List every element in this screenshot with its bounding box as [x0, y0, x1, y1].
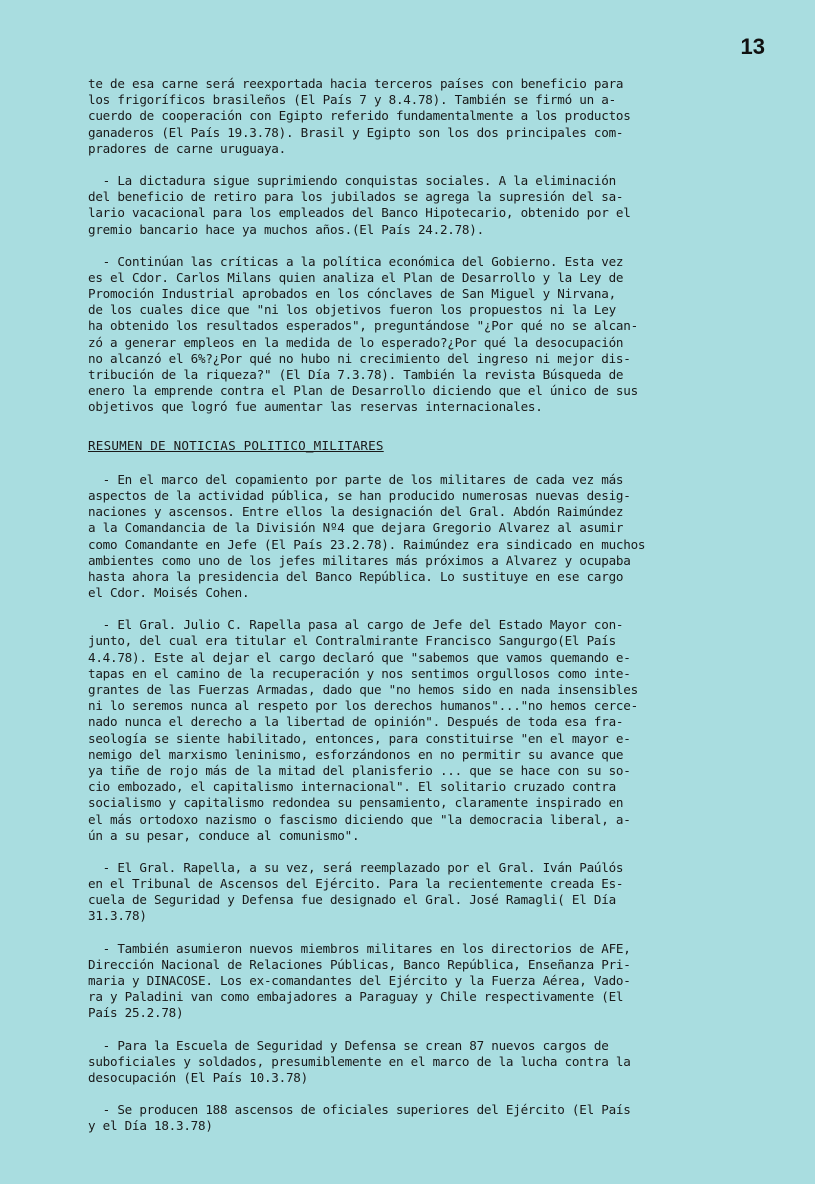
- text-line: lario vacacional para los empleados del Banco Hipotecario, obtenido por el: [88, 205, 631, 221]
- text-line: naciones y ascensos. Entre ellos la designación del Gral. Abdón Raimúndez: [88, 504, 624, 520]
- paragraph: [88, 617, 758, 844]
- text-line: como Comandante en Jefe (El País 23.2.78). Raimúndez era sindicado en muchos: [88, 536, 646, 552]
- text-line: - También asumieron nuevos miembros militares en los directorios de AFE,: [88, 940, 631, 956]
- paragraph: [88, 1038, 758, 1087]
- text-line: nemigo del marxismo leninismo, esforzándonos en no permitir su avance que: [88, 746, 624, 762]
- section-heading: RESUMEN DE NOTICIAS POLITICO_MILITARES: [88, 437, 384, 453]
- page-number: 13: [740, 34, 765, 59]
- text-line: de los cuales dice que "ni los objetivos fueron los propuestos ni la Ley: [88, 302, 616, 318]
- text-line: aspectos de la actividad pública, se han producido numerosas nuevas desig-: [88, 487, 631, 503]
- text-line: zó a generar empleos en la medida de lo esperado?¿Por qué la desocupación: [88, 334, 624, 350]
- text-line: - Continúan las críticas a la política económica del Gobierno. Esta vez: [88, 253, 624, 269]
- text-line: Promoción Industrial aprobados en los cónclaves de San Miguel y Nirvana,: [88, 286, 616, 302]
- text-line: los frigoríficos brasileños (El País 7 y 8.4.78). También se firmó un a-: [88, 92, 616, 108]
- text-line: nado nunca el derecho a la libertad de opinión". Después de toda esa fra-: [88, 714, 624, 730]
- text-line: ni lo seremos nunca al respeto por los derechos humanos"..."no hemos cerce-: [88, 698, 638, 714]
- text-line: cuerdo de cooperación con Egipto referido fundamentalmente a los productos: [88, 108, 631, 124]
- text-line: - El Gral. Julio C. Rapella pasa al cargo de Jefe del Estado Mayor con-: [88, 617, 624, 633]
- paragraph: [88, 472, 758, 602]
- text-line: ra y Paladini van como embajadores a Paraguay y Chile respectivamente (El: [88, 989, 624, 1005]
- paragraph: [88, 173, 758, 238]
- text-line: junto, del cual era titular el Contralmirante Francisco Sangurgo(El País: [88, 633, 616, 649]
- text-line: seología se siente habilitado, entonces, para constituirse "en el mayor e-: [88, 730, 631, 746]
- paragraph: [88, 254, 758, 416]
- text-line: - El Gral. Rapella, a su vez, será reemplazado por el Gral. Iván Paúlós: [88, 859, 624, 875]
- text-line: gremio bancario hace ya muchos años.(El País 24.2.78).: [88, 221, 484, 237]
- text-line: 4.4.78). Este al dejar el cargo declaró que "sabemos que vamos quemando e-: [88, 649, 631, 665]
- text-line: - En el marco del copamiento por parte de los militares de cada vez más: [88, 471, 624, 487]
- text-line: enero la emprende contra el Plan de Desarrollo diciendo que el único de sus: [88, 383, 638, 399]
- text-line: socialismo y capitalismo redondea su pensamiento, claramente inspirado en: [88, 795, 624, 811]
- text-line: objetivos que logró fue aumentar las reservas internacionales.: [88, 399, 543, 415]
- paragraph: [88, 1102, 758, 1134]
- text-line: es el Cdor. Carlos Milans quien analiza el Plan de Desarrollo y la Ley de: [88, 269, 624, 285]
- text-line: maria y DINACOSE. Los ex-comandantes del Ejército y la Fuerza Aérea, Vado-: [88, 973, 631, 988]
- text-line: - La dictadura sigue suprimiendo conquistas sociales. A la eliminación: [88, 172, 616, 188]
- text-line: a la Comandancia de la División Nº4 que dejara Gregorio Alvarez al asumir: [88, 520, 624, 536]
- text-line: del beneficio de retiro para los jubilados se agrega la supresión del sa-: [88, 189, 624, 205]
- text-line: desocupación (El País 10.3.78): [88, 1069, 308, 1085]
- text-line: ún a su pesar, conduce al comunismo".: [88, 827, 360, 843]
- text-line: grantes de las Fuerzas Armadas, dado que "no hemos sido en nada insensibles: [88, 682, 638, 697]
- text-line: pradores de carne uruguaya.: [88, 140, 286, 156]
- text-line: Dirección Nacional de Relaciones Públicas, Banco República, Enseñanza Pri-: [88, 956, 631, 972]
- text-line: ya tiñe de rojo más de la mitad del planisferio ... que se hace con su so-: [88, 762, 631, 778]
- text-line: cuela de Seguridad y Defensa fue designado el Gral. José Ramagli( El Día: [88, 892, 616, 908]
- document-body: [88, 76, 758, 1151]
- text-line: el más ortodoxo nazismo o fascismo diciendo que "la democracia liberal, a-: [88, 811, 631, 827]
- text-line: tapas en el camino de la recuperación y nos sentimos orgullosos como inte-: [88, 665, 631, 681]
- paragraph: [88, 941, 758, 1022]
- text-line: 31.3.78): [88, 908, 147, 924]
- text-line: y el Día 18.3.78): [88, 1118, 213, 1134]
- text-line: - Para la Escuela de Seguridad y Defensa se crean 87 nuevos cargos de: [88, 1037, 609, 1053]
- text-line: en el Tribunal de Ascensos del Ejército. Para la recientemente creada Es-: [88, 876, 624, 892]
- text-line: ambientes como uno de los jefes militares más próximos a Alvarez y ocupaba: [88, 552, 631, 568]
- text-line: ha obtenido los resultados esperados", preguntándose "¿Por qué no se alcan-: [88, 318, 638, 334]
- text-line: el Cdor. Moisés Cohen.: [88, 585, 250, 601]
- text-line: te de esa carne será reexportada hacia terceros países con beneficio para: [88, 76, 624, 91]
- text-line: no alcanzó el 6%?¿Por qué no hubo ni crecimiento del ingreso ni mejor dis-: [88, 350, 631, 366]
- text-line: tribución de la riqueza?" (El Día 7.3.78). También la revista Búsqueda de: [88, 367, 624, 382]
- text-line: ganaderos (El País 19.3.78). Brasil y Egipto son los dos principales com-: [88, 124, 624, 140]
- text-line: - Se producen 188 ascensos de oficiales superiores del Ejército (El País: [88, 1102, 631, 1118]
- paragraph: [88, 860, 758, 925]
- text-line: País 25.2.78): [88, 1005, 184, 1021]
- text-line: cio embozado, el capitalismo internacional". El solitario cruzado contra: [88, 779, 616, 795]
- text-line: suboficiales y soldados, presumiblemente en el marco de la lucha contra la: [88, 1053, 631, 1069]
- paragraph: [88, 76, 758, 157]
- text-line: hasta ahora la presidencia del Banco República. Lo sustituye en ese cargo: [88, 568, 624, 584]
